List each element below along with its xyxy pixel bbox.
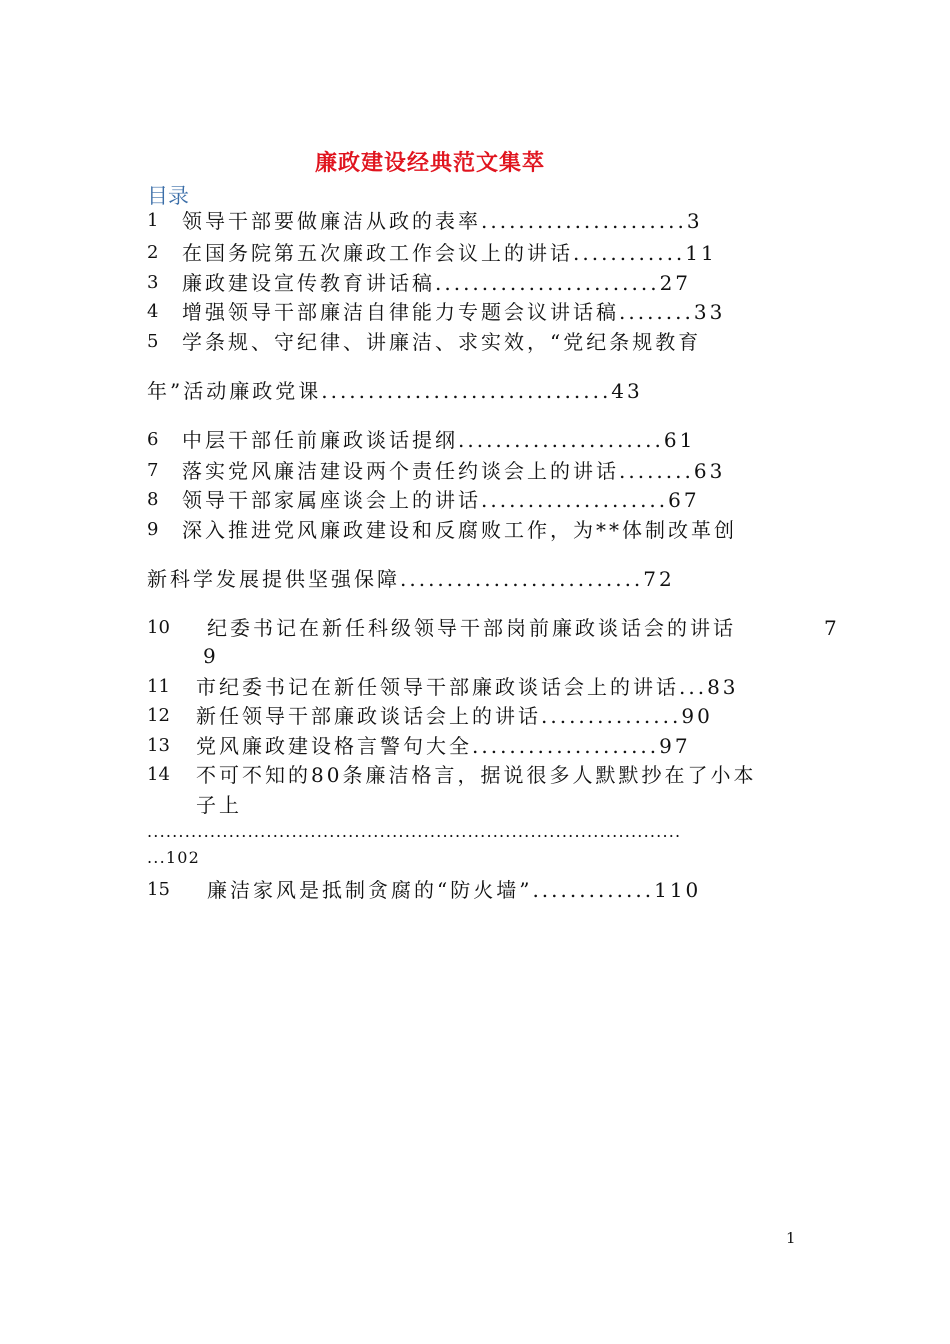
toc-entry-line: 不可不知的80条廉洁格言，据说很多人默默抄在了小本 — [196, 763, 757, 787]
toc-entry-number: 4 — [147, 301, 159, 322]
toc-entry-page: ...102 — [147, 848, 200, 867]
toc-entry-number: 10 — [147, 617, 170, 638]
toc-entry-line: 纪委书记在新任科级领导干部岗前廉政谈话会的讲话 — [207, 616, 736, 640]
toc-entry-line: 新任领导干部廉政谈话会上的讲话...............90 — [196, 704, 713, 728]
page-number: 1 — [786, 1229, 796, 1247]
document-title: 廉政建设经典范文集萃 — [314, 150, 545, 176]
toc-entry-line: 子上 — [196, 793, 242, 817]
toc-entry-line: 廉政建设宣传教育讲话稿........................27 — [182, 271, 692, 295]
toc-entry-line: 市纪委书记在新任领导干部廉政谈话会上的讲话...83 — [196, 675, 739, 699]
toc-entry-line: 领导干部要做廉洁从政的表率......................3 — [182, 209, 703, 233]
toc-entry-number: 1 — [147, 210, 159, 231]
toc-entry-number: 14 — [147, 764, 170, 785]
toc-entry-number: 15 — [147, 879, 170, 900]
toc-entry-line: 中层干部任前廉政谈话提纲......................61 — [182, 428, 696, 452]
toc-entry-number: 13 — [147, 735, 170, 756]
toc-entry-leader: ..................................................................................... — [147, 822, 682, 841]
toc-entry-page: 9 — [203, 644, 219, 668]
toc-entry-line: 增强领导干部廉洁自律能力专题会议讲话稿........33 — [182, 300, 726, 324]
toc-entry-number: 5 — [147, 331, 159, 352]
toc-entry-number: 9 — [147, 519, 159, 540]
toc-entry-line: 学条规、守纪律、讲廉洁、求实效，“党纪条规教育 — [182, 330, 702, 354]
toc-entry-line: 领导干部家属座谈会上的讲话....................67 — [182, 488, 700, 512]
toc-entry-number: 2 — [147, 242, 159, 263]
toc-entry-number: 8 — [147, 489, 159, 510]
toc-entry-line: 廉洁家风是抵制贪腐的“防火墙”.............110 — [207, 878, 702, 902]
toc-entry-line: 新科学发展提供坚强保障..........................72 — [147, 567, 675, 591]
toc-entry-line: 在国务院第五次廉政工作会议上的讲话............11 — [182, 241, 717, 265]
toc-entry-number: 12 — [147, 705, 170, 726]
toc-entry-number: 6 — [147, 429, 159, 450]
toc-entry-line: 党风廉政建设格言警句大全....................97 — [196, 734, 691, 758]
toc-entry-number: 7 — [147, 460, 159, 481]
toc-heading: 目录 — [147, 184, 189, 208]
toc-entry-line: 年”活动廉政党课...............................43 — [147, 379, 643, 403]
toc-entry-line: 深入推进党风廉政建设和反腐败工作，为**体制改革创 — [182, 518, 737, 542]
toc-entry-line: 落实党风廉洁建设两个责任约谈会上的讲话........63 — [182, 459, 726, 483]
toc-entry-page: 7 — [824, 616, 840, 640]
toc-entry-number: 3 — [147, 272, 159, 293]
toc-entry-number: 11 — [147, 676, 170, 697]
